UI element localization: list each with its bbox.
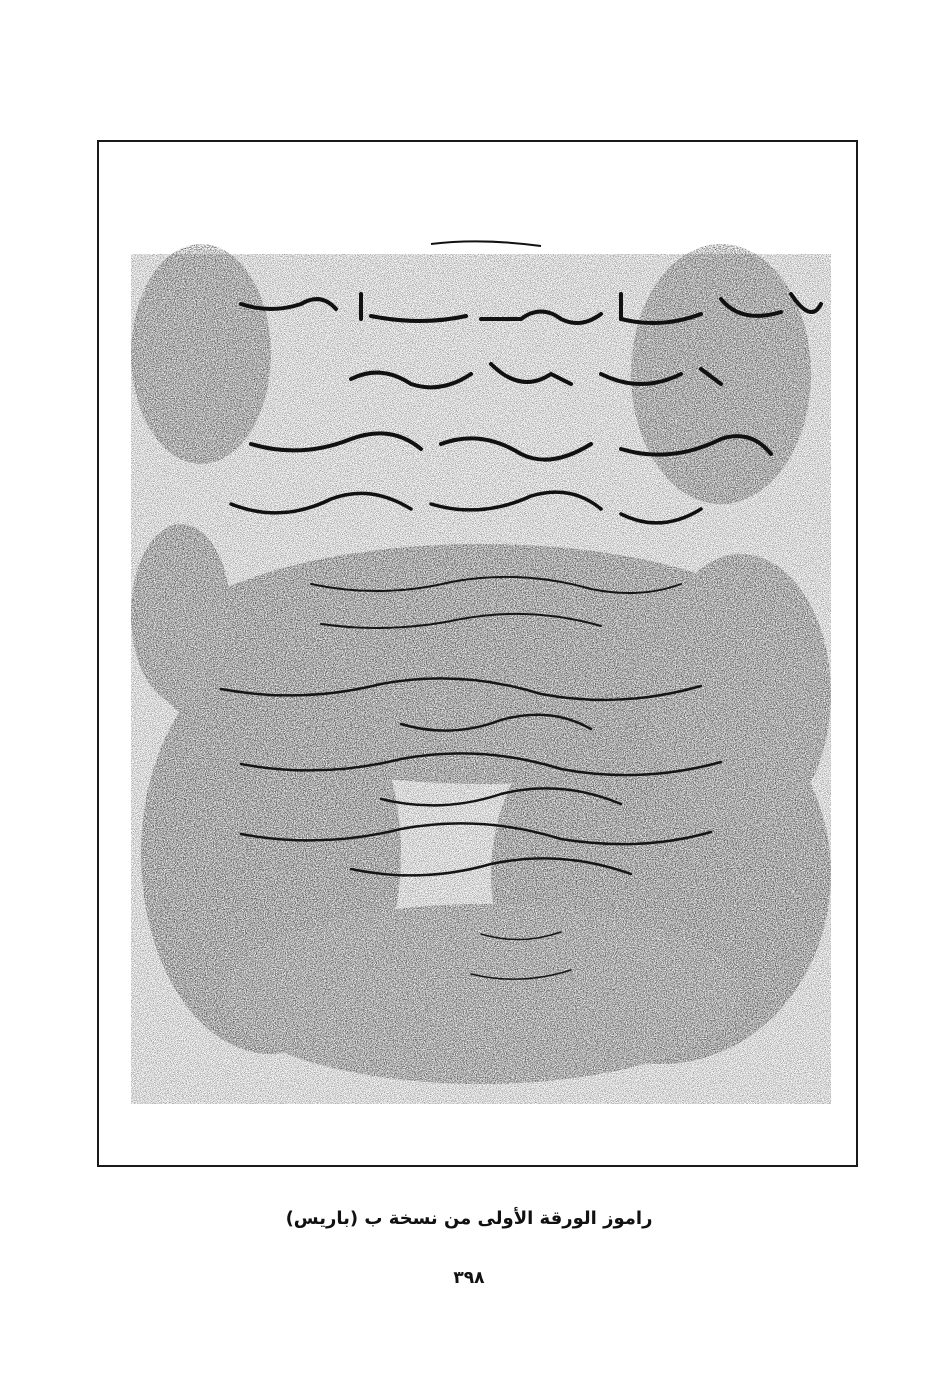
page-number: ٣٩٨ [453, 1268, 485, 1288]
figure-caption: راموز الورقة الأولى من نسخة ب (باريس) [285, 1208, 653, 1229]
manuscript-plate-frame [97, 140, 858, 1167]
top-ornament [431, 241, 541, 246]
manuscript-image [121, 234, 836, 1114]
manuscript-photo [121, 234, 836, 1114]
